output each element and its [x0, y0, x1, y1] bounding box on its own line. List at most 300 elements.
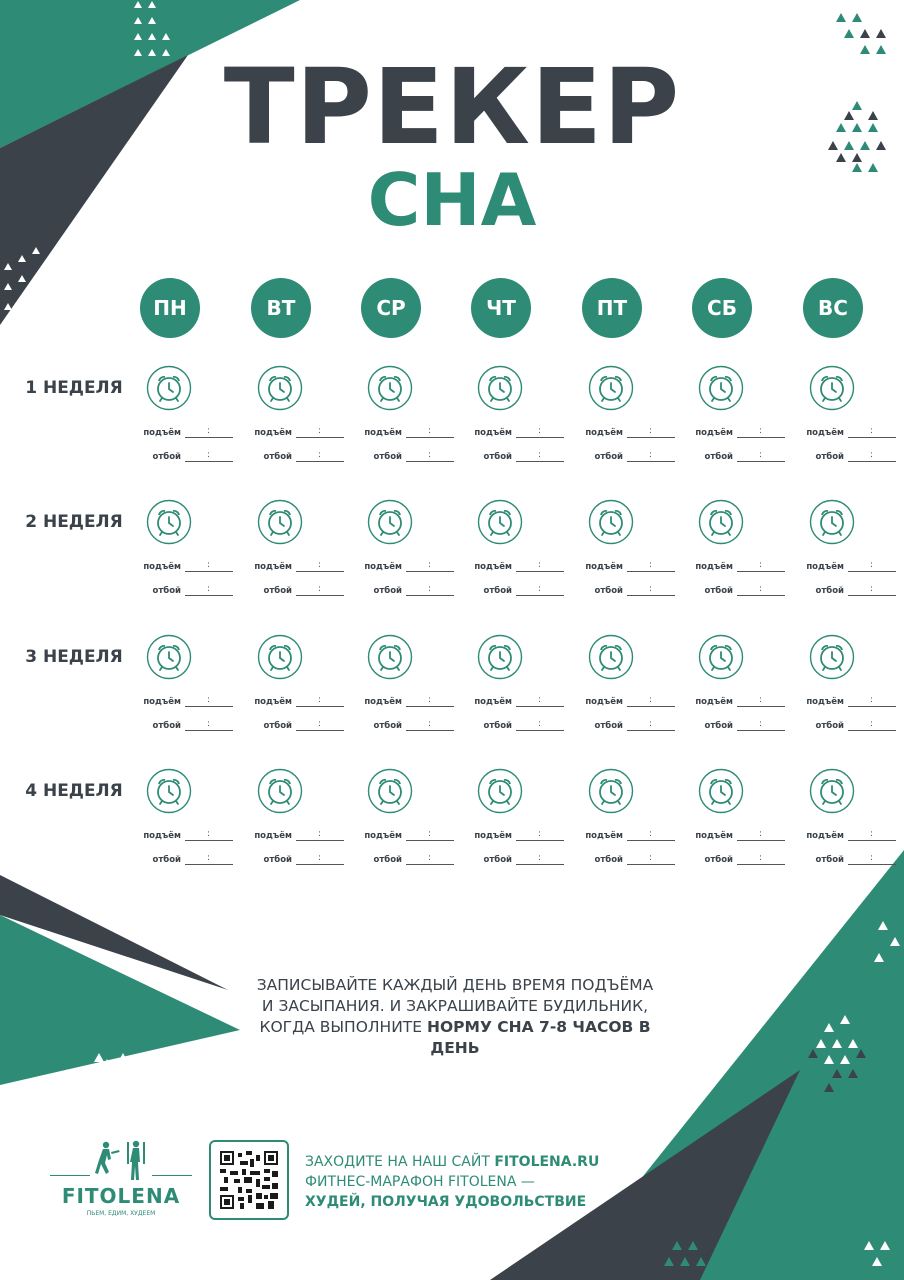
wake-time-row	[344, 830, 454, 844]
sleep-time-row	[344, 854, 454, 868]
time-separator: :	[870, 695, 874, 705]
wake-time-row	[234, 561, 344, 575]
time-separator: :	[759, 584, 763, 594]
wake-time-row	[454, 427, 564, 441]
alarm-clock-icon[interactable]	[588, 768, 634, 814]
sleep-time-row	[675, 585, 785, 599]
time-separator: :	[538, 584, 542, 594]
alarm-clock-icon[interactable]	[588, 634, 634, 680]
sleep-time-row	[786, 585, 896, 599]
time-separator: :	[207, 853, 211, 863]
sleep-label: отбой	[594, 452, 623, 462]
sleep-time-field[interactable]	[406, 730, 454, 731]
sleep-time-field[interactable]	[737, 461, 785, 462]
wake-label: подъём	[806, 697, 844, 707]
sleep-label: отбой	[594, 721, 623, 731]
wake-time-row	[123, 561, 233, 575]
day-cell	[344, 499, 454, 609]
time-separator: :	[207, 426, 211, 436]
site-link[interactable]: FITOLENA.RU	[494, 1154, 600, 1170]
sleep-time-row	[786, 720, 896, 734]
wake-time-row	[123, 696, 233, 710]
alarm-clock-icon[interactable]	[257, 768, 303, 814]
wake-label: подъём	[474, 831, 512, 841]
day-cell	[675, 499, 785, 609]
wake-time-field[interactable]	[737, 571, 785, 572]
wake-time-field[interactable]	[627, 571, 675, 572]
alarm-clock-icon[interactable]	[698, 634, 744, 680]
alarm-clock-icon[interactable]	[698, 365, 744, 411]
day-cell	[786, 499, 896, 609]
wake-label: подъём	[695, 697, 733, 707]
week-label: 2 НЕДЕЛЯ	[25, 512, 123, 532]
day-circle: ЧТ	[471, 278, 531, 338]
time-separator: :	[538, 560, 542, 570]
wake-time-row	[344, 561, 454, 575]
sleep-time-row	[344, 451, 454, 465]
sleep-time-row	[234, 585, 344, 599]
sleep-time-field[interactable]	[516, 864, 564, 865]
wake-time-row	[675, 427, 785, 441]
wake-time-field[interactable]	[737, 706, 785, 707]
sleep-label: отбой	[704, 586, 733, 596]
sleep-time-row	[234, 451, 344, 465]
qr-code[interactable]	[209, 1140, 289, 1220]
week-label: 3 НЕДЕЛЯ	[25, 647, 123, 667]
wake-time-field[interactable]	[406, 571, 454, 572]
time-separator: :	[318, 426, 322, 436]
sleep-time-field[interactable]	[516, 461, 564, 462]
day-cell	[565, 768, 675, 878]
wake-label: подъём	[254, 831, 292, 841]
wake-time-row	[675, 696, 785, 710]
day-cell	[675, 768, 785, 878]
sleep-label: отбой	[483, 855, 512, 865]
wake-time-field[interactable]	[296, 840, 344, 841]
sleep-time-field[interactable]	[185, 461, 233, 462]
brand-name: FITOLENA	[61, 1184, 181, 1208]
sleep-time-row	[123, 451, 233, 465]
alarm-clock-icon[interactable]	[257, 365, 303, 411]
day-circle: ВС	[803, 278, 863, 338]
instruction-main: ЗАПИСЫВАЙТЕ КАЖДЫЙ ДЕНЬ ВРЕМЯ ПОДЪЁМА И ЗАСЫПАНИЯ. И ЗАКРАШИВАЙТЕ БУДИЛЬНИК, КОГДА ВЫПОЛНИТЕ	[256, 976, 654, 1036]
wake-time-row	[454, 561, 564, 575]
week-label: 1 НЕДЕЛЯ	[25, 378, 123, 398]
sleep-label: отбой	[263, 721, 292, 731]
wake-time-field[interactable]	[848, 840, 896, 841]
wake-time-field[interactable]	[296, 437, 344, 438]
time-separator: :	[428, 695, 432, 705]
sleep-time-row	[675, 854, 785, 868]
wake-label: подъём	[806, 562, 844, 572]
wake-time-row	[786, 830, 896, 844]
sleep-time-row	[565, 854, 675, 868]
time-separator: :	[870, 829, 874, 839]
wake-time-field[interactable]	[296, 706, 344, 707]
time-separator: :	[538, 853, 542, 863]
day-cell	[786, 365, 896, 475]
time-separator: :	[538, 450, 542, 460]
sleep-time-row	[675, 451, 785, 465]
wake-time-field[interactable]	[185, 571, 233, 572]
time-separator: :	[207, 829, 211, 839]
day-circle: ВТ	[251, 278, 311, 338]
day-cell	[565, 365, 675, 475]
sleep-time-row	[565, 720, 675, 734]
wake-time-row	[123, 427, 233, 441]
wake-time-field[interactable]	[627, 706, 675, 707]
time-separator: :	[759, 560, 763, 570]
sleep-label: отбой	[704, 452, 733, 462]
sleep-time-field[interactable]	[516, 595, 564, 596]
wake-label: подъём	[585, 428, 623, 438]
wake-time-field[interactable]	[737, 437, 785, 438]
wake-label: подъём	[364, 697, 402, 707]
wake-time-row	[675, 561, 785, 575]
time-separator: :	[207, 560, 211, 570]
sleep-time-field[interactable]	[627, 595, 675, 596]
alarm-clock-icon[interactable]	[477, 634, 523, 680]
wake-time-field[interactable]	[185, 437, 233, 438]
wake-time-field[interactable]	[516, 706, 564, 707]
brand-tagline: ПЬЕМ, ЕДИМ, ХУДЕЕМ	[86, 1210, 156, 1217]
day-circle: СБ	[692, 278, 752, 338]
time-separator: :	[318, 560, 322, 570]
time-separator: :	[649, 450, 653, 460]
day-circle: ПН	[140, 278, 200, 338]
day-cell	[123, 499, 233, 609]
sleep-time-field[interactable]	[737, 595, 785, 596]
sleep-time-row	[123, 720, 233, 734]
footer-line-3: ХУДЕЙ, ПОЛУЧАЯ УДОВОЛЬСТВИЕ	[305, 1194, 587, 1210]
day-cell	[786, 768, 896, 878]
wake-time-row	[565, 696, 675, 710]
wake-time-field[interactable]	[516, 840, 564, 841]
sleep-label: отбой	[594, 855, 623, 865]
time-separator: :	[207, 450, 211, 460]
alarm-clock-icon[interactable]	[588, 499, 634, 545]
sleep-label: отбой	[483, 721, 512, 731]
time-separator: :	[870, 719, 874, 729]
sleep-label: отбой	[815, 452, 844, 462]
sleep-time-row	[454, 720, 564, 734]
wake-time-field[interactable]	[848, 706, 896, 707]
sleep-time-row	[234, 854, 344, 868]
time-separator: :	[649, 853, 653, 863]
sleep-time-field[interactable]	[848, 864, 896, 865]
sleep-label: отбой	[263, 586, 292, 596]
alarm-clock-icon[interactable]	[367, 499, 413, 545]
alarm-clock-icon[interactable]	[809, 365, 855, 411]
sleep-label: отбой	[152, 586, 181, 596]
day-cell	[344, 768, 454, 878]
alarm-clock-icon[interactable]	[146, 634, 192, 680]
sleep-label: отбой	[373, 855, 402, 865]
alarm-clock-icon[interactable]	[146, 499, 192, 545]
wake-time-field[interactable]	[185, 840, 233, 841]
time-separator: :	[649, 829, 653, 839]
sleep-label: отбой	[373, 721, 402, 731]
wake-label: подъём	[474, 428, 512, 438]
day-circle: ПТ	[582, 278, 642, 338]
sleep-label: отбой	[483, 586, 512, 596]
wake-label: подъём	[364, 562, 402, 572]
wake-label: подъём	[585, 831, 623, 841]
sleep-time-row	[786, 451, 896, 465]
wake-label: подъём	[695, 831, 733, 841]
alarm-clock-icon[interactable]	[367, 634, 413, 680]
time-separator: :	[759, 853, 763, 863]
wake-time-row	[565, 427, 675, 441]
wake-time-row	[565, 830, 675, 844]
sleep-time-field[interactable]	[296, 730, 344, 731]
wake-time-field[interactable]	[627, 437, 675, 438]
time-separator: :	[870, 560, 874, 570]
alarm-clock-icon[interactable]	[477, 365, 523, 411]
wake-time-row	[675, 830, 785, 844]
wake-time-field[interactable]	[406, 840, 454, 841]
sleep-time-row	[565, 451, 675, 465]
sleep-time-field[interactable]	[185, 730, 233, 731]
time-separator: :	[207, 695, 211, 705]
wake-label: подъём	[254, 697, 292, 707]
wake-time-row	[786, 696, 896, 710]
day-cell	[123, 768, 233, 878]
time-separator: :	[649, 695, 653, 705]
wake-label: подъём	[474, 697, 512, 707]
wake-time-row	[565, 561, 675, 575]
sleep-label: отбой	[152, 855, 181, 865]
alarm-clock-icon[interactable]	[588, 365, 634, 411]
wake-time-field[interactable]	[516, 571, 564, 572]
wake-label: подъём	[806, 831, 844, 841]
time-separator: :	[759, 426, 763, 436]
time-separator: :	[870, 426, 874, 436]
time-separator: :	[207, 584, 211, 594]
sleep-label: отбой	[152, 452, 181, 462]
sleep-time-row	[123, 854, 233, 868]
wake-time-field[interactable]	[848, 571, 896, 572]
sleep-label: отбой	[594, 586, 623, 596]
time-separator: :	[318, 853, 322, 863]
day-cell	[786, 634, 896, 744]
sleep-time-row	[454, 854, 564, 868]
wake-time-row	[234, 830, 344, 844]
sleep-time-field[interactable]	[516, 730, 564, 731]
wake-label: подъём	[474, 562, 512, 572]
wake-label: подъём	[143, 697, 181, 707]
sleep-time-field[interactable]	[627, 730, 675, 731]
day-cell	[454, 768, 564, 878]
alarm-clock-icon[interactable]	[809, 499, 855, 545]
wake-time-row	[786, 427, 896, 441]
page-subtitle: СНА	[367, 158, 537, 242]
sleep-time-field[interactable]	[848, 595, 896, 596]
day-cell	[565, 499, 675, 609]
day-cell	[454, 499, 564, 609]
wake-time-row	[786, 561, 896, 575]
day-cell	[123, 634, 233, 744]
sleep-label: отбой	[152, 721, 181, 731]
sleep-time-row	[123, 585, 233, 599]
alarm-clock-icon[interactable]	[809, 634, 855, 680]
wake-time-field[interactable]	[406, 706, 454, 707]
sleep-label: отбой	[373, 452, 402, 462]
sleep-time-field[interactable]	[737, 864, 785, 865]
sleep-time-field[interactable]	[296, 595, 344, 596]
alarm-clock-icon[interactable]	[698, 499, 744, 545]
wake-time-row	[454, 696, 564, 710]
sleep-label: отбой	[263, 452, 292, 462]
sleep-time-field[interactable]	[627, 864, 675, 865]
footer-line-1	[305, 1152, 665, 1172]
time-separator: :	[428, 450, 432, 460]
sleep-label: отбой	[704, 721, 733, 731]
instruction-bold: НОРМУ СНА 7-8 ЧАСОВ В ДЕНЬ	[427, 1018, 651, 1057]
sleep-time-field[interactable]	[296, 864, 344, 865]
wake-time-field[interactable]	[848, 437, 896, 438]
alarm-clock-icon[interactable]	[367, 768, 413, 814]
wake-label: подъём	[143, 831, 181, 841]
time-separator: :	[428, 560, 432, 570]
day-cell	[344, 634, 454, 744]
time-separator: :	[649, 560, 653, 570]
time-separator: :	[318, 695, 322, 705]
day-cell	[565, 634, 675, 744]
sleep-label: отбой	[263, 855, 292, 865]
time-separator: :	[870, 450, 874, 460]
footer-text	[305, 1152, 665, 1212]
time-separator: :	[318, 829, 322, 839]
sleep-time-row	[565, 585, 675, 599]
sleep-label: отбой	[483, 452, 512, 462]
time-separator: :	[649, 584, 653, 594]
day-cell	[123, 365, 233, 475]
time-separator: :	[649, 719, 653, 729]
day-cell	[234, 768, 344, 878]
wake-label: подъём	[695, 428, 733, 438]
wake-label: подъём	[585, 697, 623, 707]
sleep-time-row	[344, 720, 454, 734]
time-separator: :	[318, 719, 322, 729]
sleep-label: отбой	[373, 586, 402, 596]
day-cell	[675, 365, 785, 475]
sleep-time-field[interactable]	[406, 461, 454, 462]
time-separator: :	[759, 719, 763, 729]
wake-time-field[interactable]	[627, 840, 675, 841]
time-separator: :	[759, 829, 763, 839]
sleep-time-field[interactable]	[185, 864, 233, 865]
sleep-time-field[interactable]	[296, 461, 344, 462]
alarm-clock-icon[interactable]	[809, 768, 855, 814]
time-separator: :	[759, 450, 763, 460]
day-cell	[675, 634, 785, 744]
sleep-time-row	[454, 451, 564, 465]
wake-label: подъём	[143, 562, 181, 572]
wake-label: подъём	[254, 562, 292, 572]
time-separator: :	[428, 829, 432, 839]
footer-prefix: ЗАХОДИТЕ НА НАШ САЙТ	[305, 1154, 490, 1170]
time-separator: :	[759, 695, 763, 705]
wake-time-field[interactable]	[406, 437, 454, 438]
page-title: ТРЕКЕР	[223, 46, 681, 168]
time-separator: :	[538, 829, 542, 839]
alarm-clock-icon[interactable]	[146, 768, 192, 814]
day-cell	[234, 634, 344, 744]
wake-label: подъём	[364, 831, 402, 841]
alarm-clock-icon[interactable]	[367, 365, 413, 411]
time-separator: :	[870, 853, 874, 863]
alarm-clock-icon[interactable]	[477, 499, 523, 545]
alarm-clock-icon[interactable]	[477, 768, 523, 814]
sleep-time-row	[454, 585, 564, 599]
wake-time-row	[344, 427, 454, 441]
wake-time-row	[234, 696, 344, 710]
day-circle: СР	[361, 278, 421, 338]
sleep-time-row	[234, 720, 344, 734]
alarm-clock-icon[interactable]	[698, 768, 744, 814]
time-separator: :	[538, 719, 542, 729]
sleep-time-field[interactable]	[737, 730, 785, 731]
day-cell	[234, 499, 344, 609]
time-separator: :	[870, 584, 874, 594]
day-cell	[344, 365, 454, 475]
wake-label: подъём	[254, 428, 292, 438]
sleep-time-field[interactable]	[627, 461, 675, 462]
day-cell	[454, 634, 564, 744]
time-separator: :	[318, 584, 322, 594]
sleep-time-field[interactable]	[406, 864, 454, 865]
week-label: 4 НЕДЕЛЯ	[25, 781, 123, 801]
wake-time-field[interactable]	[185, 706, 233, 707]
alarm-clock-icon[interactable]	[146, 365, 192, 411]
wake-label: подъём	[364, 428, 402, 438]
time-separator: :	[538, 426, 542, 436]
wake-time-field[interactable]	[296, 571, 344, 572]
wake-time-row	[234, 427, 344, 441]
alarm-clock-icon[interactable]	[257, 634, 303, 680]
sleep-label: отбой	[815, 586, 844, 596]
fitness-figures-icon	[92, 1140, 152, 1182]
time-separator: :	[649, 426, 653, 436]
wake-time-row	[344, 696, 454, 710]
sleep-time-field[interactable]	[185, 595, 233, 596]
instruction-text	[250, 975, 660, 1059]
sleep-time-field[interactable]	[848, 730, 896, 731]
wake-label: подъём	[695, 562, 733, 572]
wake-time-row	[123, 830, 233, 844]
wake-time-field[interactable]	[516, 437, 564, 438]
sleep-label: отбой	[704, 855, 733, 865]
qr-code-icon	[220, 1151, 278, 1209]
alarm-clock-icon[interactable]	[257, 499, 303, 545]
time-separator: :	[428, 853, 432, 863]
wake-time-field[interactable]	[737, 840, 785, 841]
sleep-time-field[interactable]	[406, 595, 454, 596]
day-cell	[234, 365, 344, 475]
sleep-label: отбой	[815, 855, 844, 865]
sleep-label: отбой	[815, 721, 844, 731]
time-separator: :	[538, 695, 542, 705]
sleep-time-field[interactable]	[848, 461, 896, 462]
time-separator: :	[207, 719, 211, 729]
wake-label: подъём	[143, 428, 181, 438]
sleep-time-row	[786, 854, 896, 868]
sleep-time-row	[675, 720, 785, 734]
wake-time-row	[454, 830, 564, 844]
time-separator: :	[318, 450, 322, 460]
brand-rule-right	[152, 1175, 192, 1176]
